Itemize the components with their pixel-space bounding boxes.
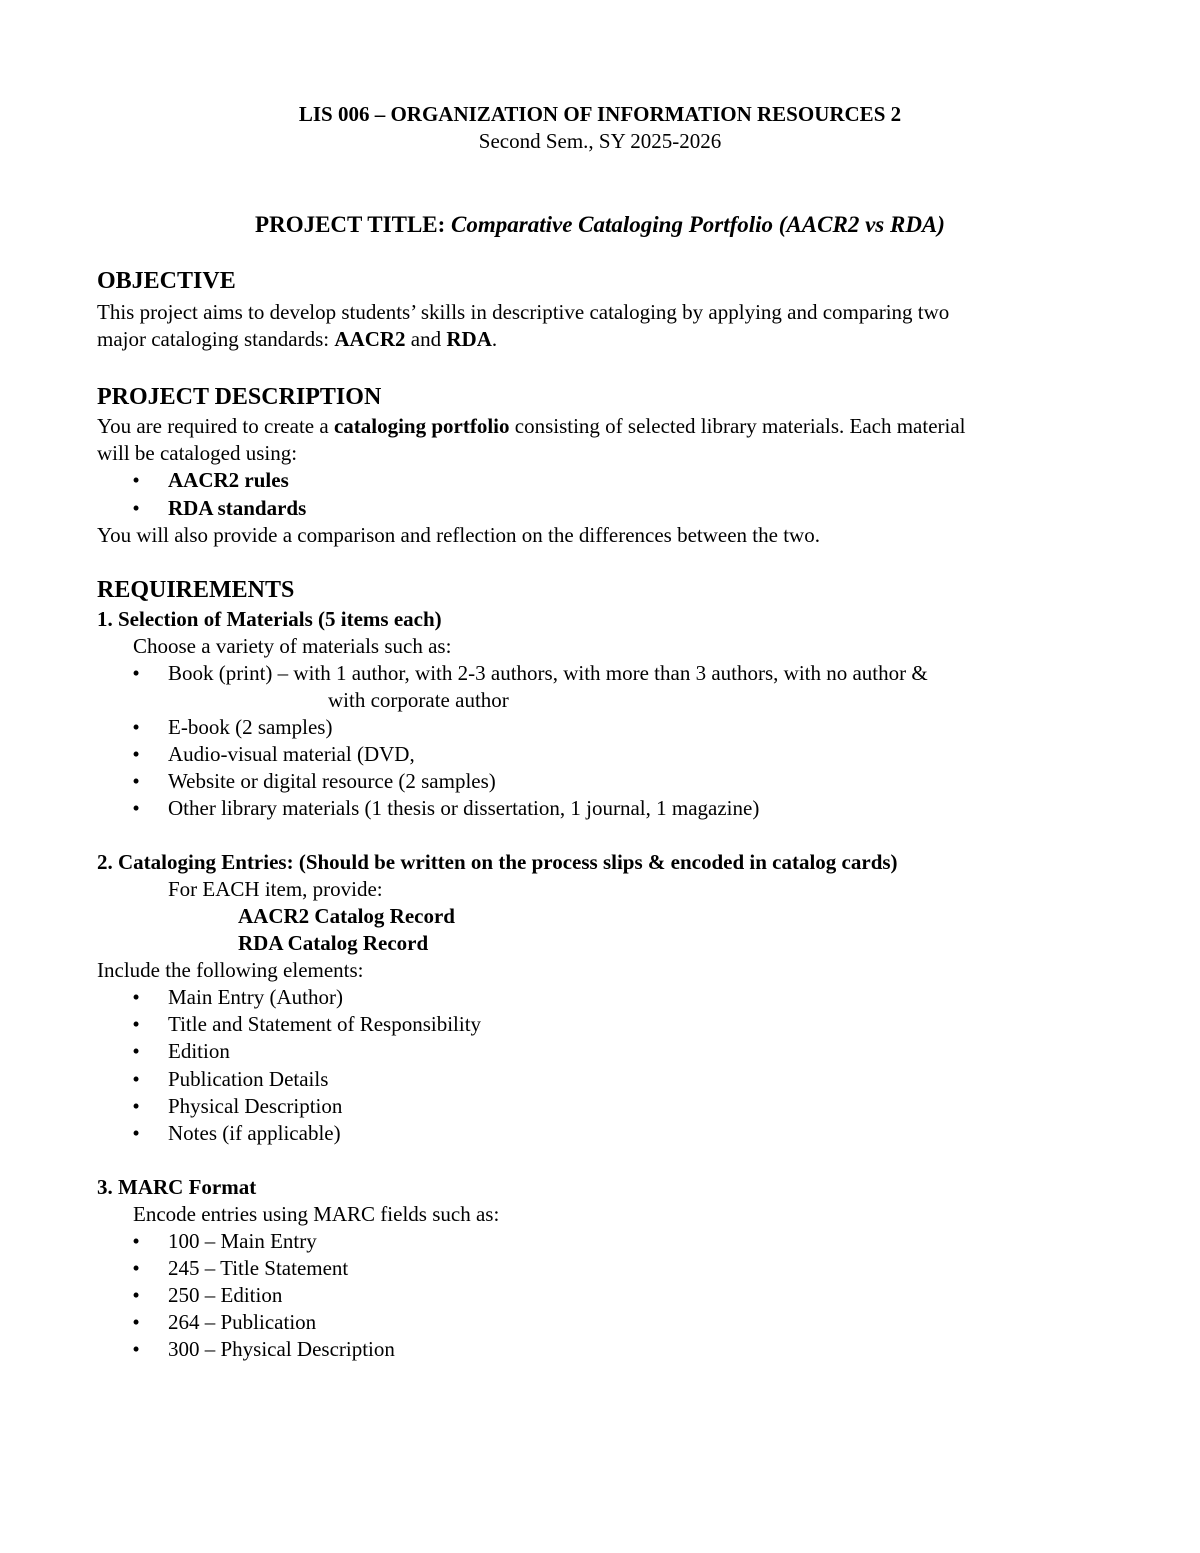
course-title: LIS 006 – ORGANIZATION OF INFORMATION RESOURCES 2 [298, 102, 902, 126]
term-line: Second Sem., SY 2025-2026 [478, 129, 722, 153]
objective-line-2-prefix: major cataloging standards: [97, 327, 335, 351]
marc-field-item: 245 – Title Statement [168, 1256, 349, 1280]
objective-line-1: This project aims to develop students’ skills in descriptive cataloging by applying and comparing two [97, 300, 950, 324]
section-2-title: 2. Cataloging Entries: (Should be written on the process slips & encoded in catalog cards) [97, 850, 898, 874]
project-title-text: Comparative Cataloging Portfolio (AACR2 vs RDA) [451, 212, 945, 237]
cataloging-portfolio-term: cataloging portfolio [333, 414, 510, 438]
objective-period: . [491, 327, 498, 351]
requirements-heading: REQUIREMENTS [97, 577, 295, 603]
bullet-icon: • [132, 715, 140, 739]
bullet-icon: • [132, 1121, 140, 1145]
marc-field-item: 300 – Physical Description [168, 1337, 395, 1361]
element-item: Main Entry (Author) [168, 985, 343, 1009]
description-line-2: will be cataloged using: [97, 441, 298, 465]
section-2-intro: For EACH item, provide: [168, 877, 383, 901]
element-item: Physical Description [168, 1094, 343, 1118]
standard-aacr2: AACR2 [334, 327, 406, 351]
material-item: Website or digital resource (2 samples) [168, 769, 496, 793]
section-1-title: 1. Selection of Materials (5 items each) [97, 607, 442, 631]
bullet-icon: • [132, 1012, 140, 1036]
objective-heading: OBJECTIVE [97, 268, 236, 294]
description-line-1 [97, 413, 966, 440]
bullet-icon: • [132, 661, 140, 685]
material-item: Other library materials (1 thesis or dissertation, 1 journal, 1 magazine) [168, 796, 760, 820]
bullet-icon: • [132, 1039, 140, 1063]
element-item: Publication Details [168, 1067, 329, 1091]
bullet-icon: • [132, 1067, 140, 1091]
project-title [0, 211, 1200, 238]
section-2-include: Include the following elements: [97, 958, 364, 982]
bullet-icon: • [132, 742, 140, 766]
bullet-icon: • [132, 1310, 140, 1334]
bullet-icon: • [132, 496, 140, 520]
section-1-intro: Choose a variety of materials such as: [133, 634, 452, 658]
project-title-label: PROJECT TITLE: [255, 212, 446, 237]
description-bullet-aacr2: AACR2 rules [168, 468, 289, 492]
standard-rda: RDA [446, 327, 492, 351]
description-bullet-rda: RDA standards [168, 496, 307, 520]
bullet-icon: • [132, 1229, 140, 1253]
bullet-icon: • [132, 1256, 140, 1280]
description-line-1-suffix: consisting of selected library materials. Each material [509, 414, 966, 438]
material-book-line-1: Book (print) – with 1 author, with 2-3 authors, with more than 3 authors, with no author & [168, 661, 928, 685]
description-closing: You will also provide a comparison and reflection on the differences between the two. [97, 523, 820, 547]
material-book-line-2: with corporate author [328, 688, 509, 712]
element-item: Edition [168, 1039, 230, 1063]
aacr2-catalog-record: AACR2 Catalog Record [238, 904, 455, 928]
section-3-intro: Encode entries using MARC fields such as: [133, 1202, 500, 1226]
marc-field-item: 250 – Edition [168, 1283, 283, 1307]
marc-field-item: 100 – Main Entry [168, 1229, 317, 1253]
marc-field-item: 264 – Publication [168, 1310, 317, 1334]
bullet-icon: • [132, 1094, 140, 1118]
bullet-icon: • [132, 985, 140, 1009]
description-line-1-prefix: You are required to create a [97, 414, 334, 438]
bullet-icon: • [132, 1283, 140, 1307]
section-3-title: 3. MARC Format [97, 1175, 257, 1199]
element-item: Notes (if applicable) [168, 1121, 341, 1145]
material-item: E-book (2 samples) [168, 715, 333, 739]
objective-line-2 [97, 326, 497, 353]
material-item: Audio-visual material (DVD, [168, 742, 415, 766]
objective-and: and [405, 327, 447, 351]
element-item: Title and Statement of Responsibility [168, 1012, 482, 1036]
rda-catalog-record: RDA Catalog Record [238, 931, 429, 955]
description-heading: PROJECT DESCRIPTION [97, 384, 382, 410]
bullet-icon: • [132, 468, 140, 492]
bullet-icon: • [132, 769, 140, 793]
bullet-icon: • [132, 1337, 140, 1361]
bullet-icon: • [132, 796, 140, 820]
